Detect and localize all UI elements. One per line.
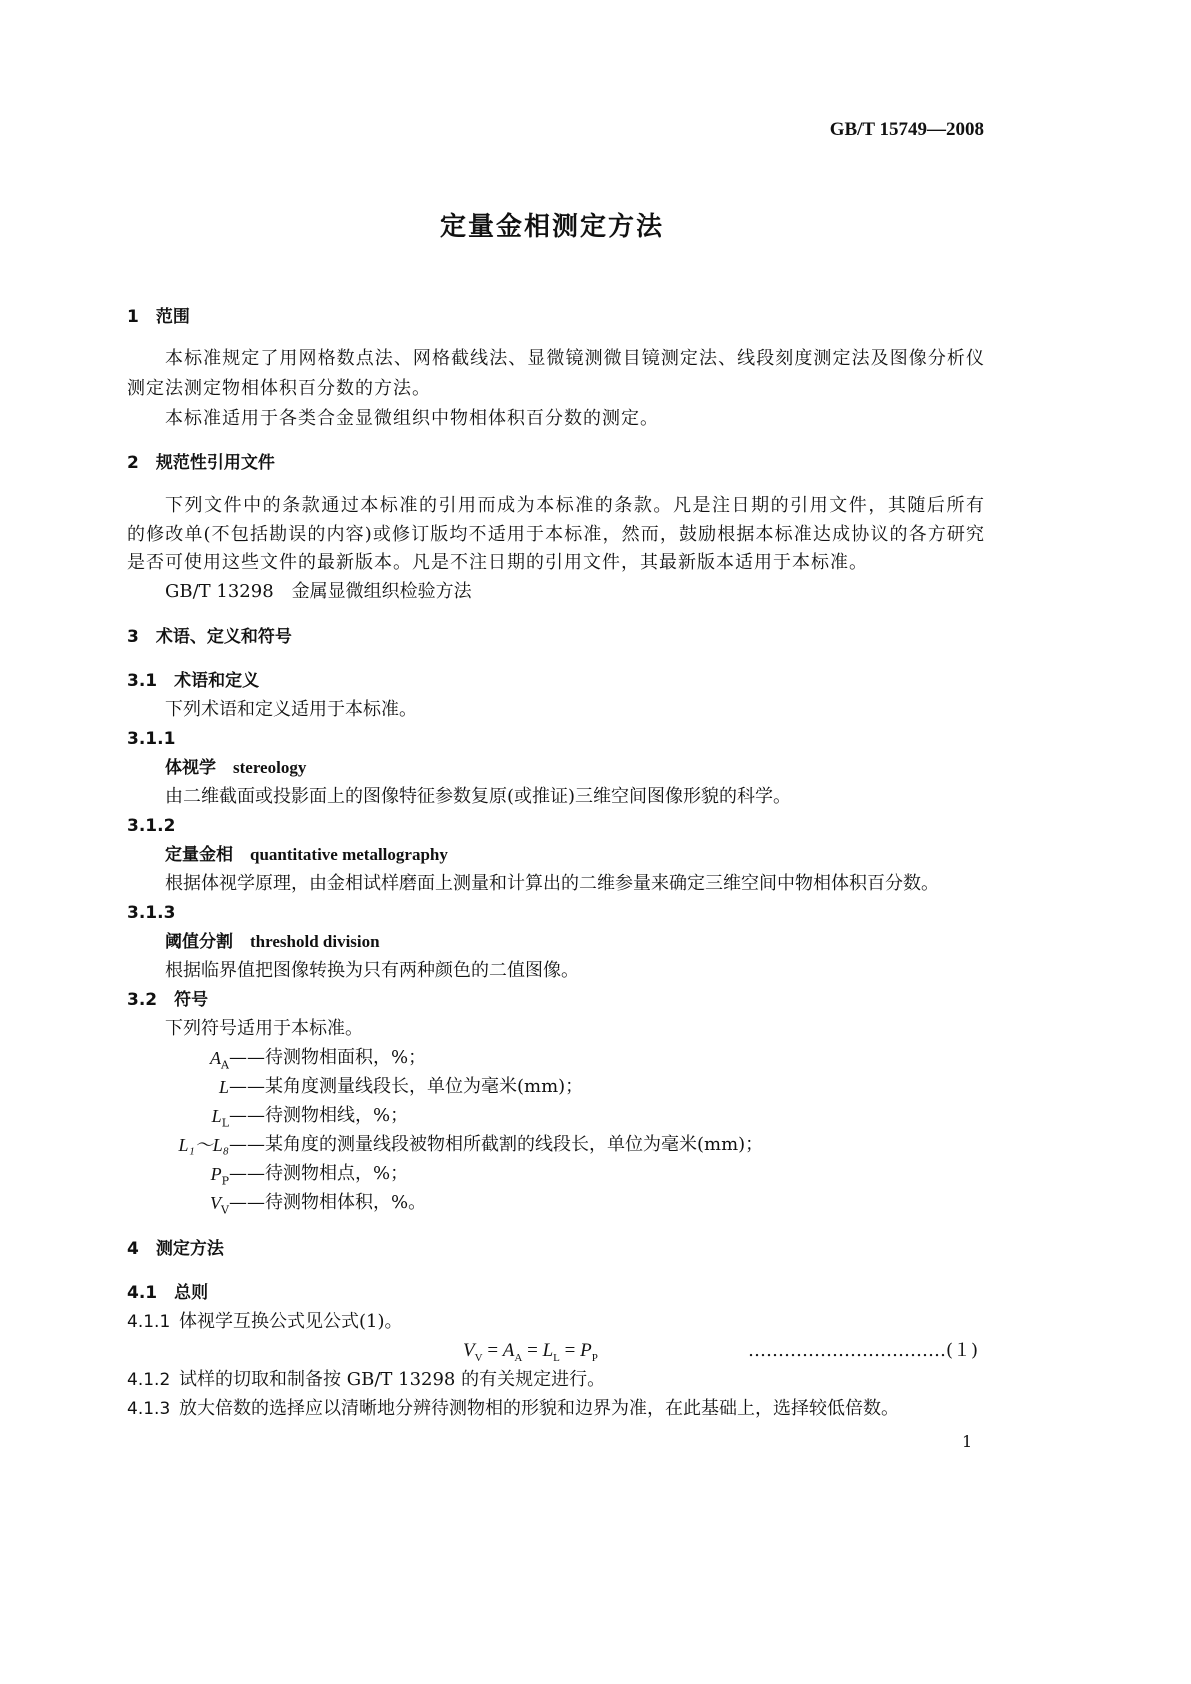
standard-number: GB/T 15749—2008 — [829, 119, 984, 140]
section-2-heading — [127, 451, 275, 475]
p: 本标准适用于各类合金显微组织中物相体积百分数的测定。 — [165, 408, 659, 429]
t: 测定方法 — [155, 1239, 224, 1259]
s: L — [211, 1106, 222, 1126]
n: 1 — [127, 307, 139, 327]
symbol — [178, 1133, 229, 1158]
sub: P — [221, 1174, 229, 1188]
section-3-1-heading — [127, 669, 259, 693]
term-num: 3.1.2 — [127, 816, 176, 836]
symbol-desc: ——待测物相面积，%； — [229, 1047, 427, 1068]
n: 4 — [127, 1239, 139, 1259]
s: A — [210, 1048, 222, 1068]
p: 本标准规定了用网格数点法、网格截线法、显微镜测微目镜测定法、线段刻度测定法及图像分析仪 — [165, 348, 985, 369]
symbol — [212, 1104, 229, 1136]
clause — [127, 1368, 605, 1392]
formula: $V_V = A_A = L_L = P_P$ — [463, 1340, 598, 1364]
symbol — [210, 1191, 229, 1223]
sub: L — [221, 1116, 229, 1130]
t: 规范性引用文件 — [155, 453, 275, 473]
term — [165, 756, 306, 780]
en: threshold division — [250, 932, 380, 951]
t: 放大倍数的选择应以清晰地分辨待测物相的形貌和边界为准，在此基础上，选择较低倍数。 — [179, 1398, 899, 1419]
symbol — [210, 1046, 229, 1078]
section-4-1-heading — [127, 1281, 208, 1305]
zh: 定量金相 — [165, 845, 233, 865]
normative-reference: GB/T 13298 金属显微组织检验方法 — [165, 581, 472, 602]
p: 下列文件中的条款通过本标准的引用而成为本标准的条款。凡是注日期的引用文件，其随后所有 — [165, 495, 985, 516]
n: 4.1.1 — [127, 1312, 171, 1332]
n: 4.1 — [127, 1283, 158, 1303]
t: 术语、定义和符号 — [155, 627, 292, 647]
t: 符号 — [174, 990, 209, 1010]
term-def: 根据体视学原理，由金相试样磨面上测量和计算出的二维参量来确定三维空间中物相体积百分数。 — [165, 873, 939, 894]
symbol-desc: ——某角度测量线段长，单位为毫米(mm)； — [229, 1076, 584, 1097]
p: 下列符号适用于本标准。 — [165, 1018, 363, 1039]
en: stereology — [233, 758, 307, 777]
t: 术语和定义 — [174, 671, 260, 691]
symbol-desc: ——待测物相点，%； — [229, 1163, 409, 1184]
p: 测定法测定物相体积百分数的方法。 — [127, 378, 431, 399]
n: 2 — [127, 453, 139, 473]
term — [165, 930, 380, 954]
clause — [127, 1397, 899, 1421]
term-def: 由二维截面或投影面上的图像特征参数复原(或推证)三维空间图像形貌的科学。 — [165, 786, 792, 807]
term — [165, 843, 448, 867]
formula-number: ……………………………(１) — [748, 1340, 979, 1361]
sub: V — [221, 1203, 229, 1217]
section-3-heading — [127, 625, 292, 649]
page-number: 1 — [962, 1432, 973, 1451]
s: L — [218, 1077, 229, 1097]
t: 总则 — [174, 1283, 209, 1303]
page-title: 定量金相测定方法 — [440, 212, 665, 242]
s: L₁～L₈ — [178, 1135, 229, 1155]
t: 试样的切取和制备按 GB/T 13298 的有关规定进行。 — [179, 1369, 606, 1390]
n: 4.1.3 — [127, 1399, 171, 1419]
symbol-desc: ——待测物相线，%； — [229, 1105, 409, 1126]
section-1-heading — [127, 305, 190, 329]
sub: A — [221, 1058, 229, 1072]
symbol — [211, 1162, 229, 1194]
section-4-heading — [127, 1237, 224, 1261]
symbol — [219, 1075, 229, 1100]
section-3-2-heading — [127, 988, 208, 1012]
n: 3 — [127, 627, 139, 647]
clause — [127, 1310, 403, 1334]
symbol-desc: ——待测物相体积，%。 — [229, 1192, 427, 1213]
p: 是否可使用这些文件的最新版本。凡是不注日期的引用文件，其最新版本适用于本标准。 — [127, 552, 868, 573]
zh: 阈值分割 — [165, 932, 233, 952]
p: 的修改单(不包括勘误的内容)或修订版均不适用于本标准，然而，鼓励根据本标准达成协议的各方研究 — [127, 524, 985, 545]
term-num: 3.1.1 — [127, 729, 176, 749]
zh: 体视学 — [165, 758, 216, 778]
en: quantitative metallography — [250, 845, 448, 864]
s: V — [210, 1193, 222, 1213]
p: 下列术语和定义适用于本标准。 — [165, 699, 417, 720]
term-def: 根据临界值把图像转换为只有两种颜色的二值图像。 — [165, 960, 579, 981]
s: P — [210, 1164, 222, 1184]
n: 3.1 — [127, 671, 158, 691]
n: 4.1.2 — [127, 1370, 171, 1390]
n: 3.2 — [127, 990, 158, 1010]
t: 范围 — [155, 307, 190, 327]
t: 体视学互换公式见公式(1)。 — [179, 1311, 403, 1332]
term-num: 3.1.3 — [127, 903, 176, 923]
symbol-desc: ——某角度的测量线段被物相所截割的线段长，单位为毫米(mm)； — [229, 1134, 764, 1155]
